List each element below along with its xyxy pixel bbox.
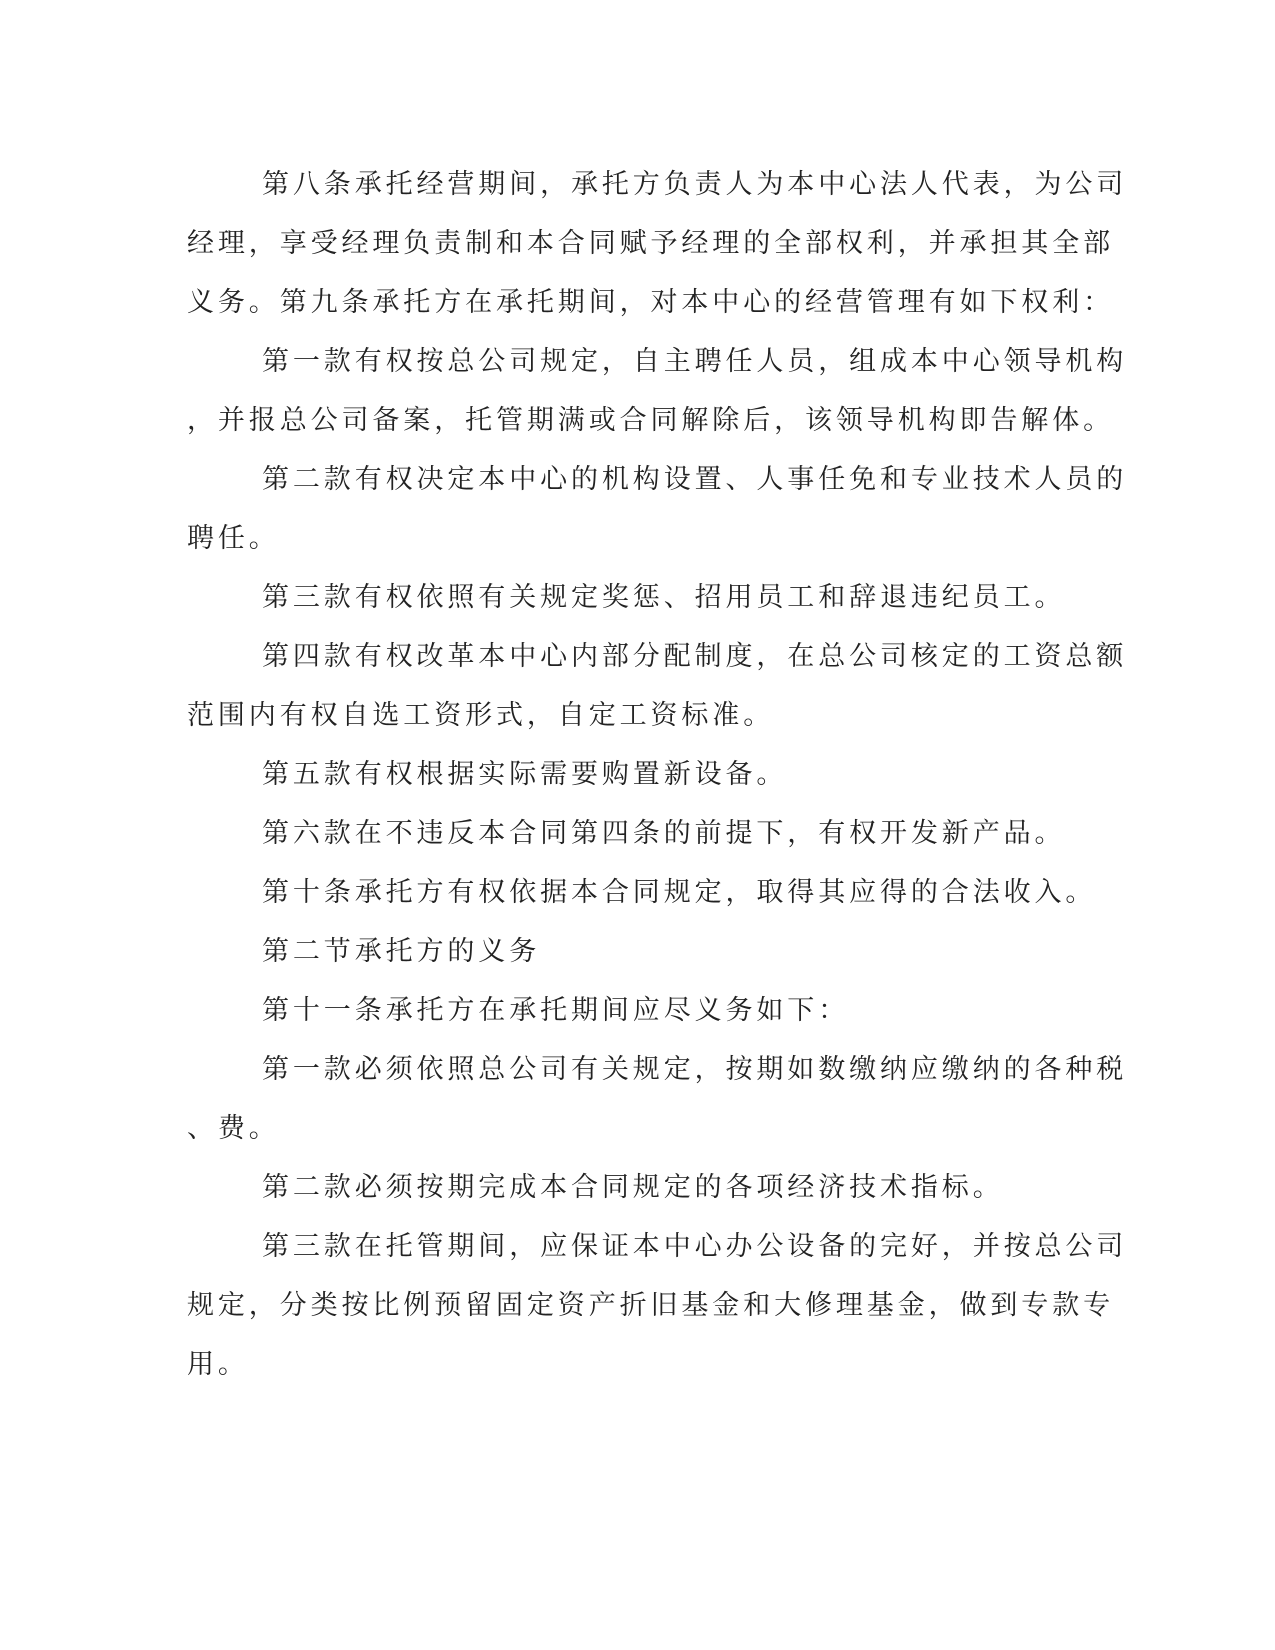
text-line: 第二款有权决定本中心的机构设置、人事任免和专业技术人员的 — [262, 464, 1128, 495]
text-line: 用。 — [187, 1349, 249, 1380]
text-line: 范围内有权自选工资形式，自定工资标准。 — [187, 700, 775, 731]
text-line: 第三款在托管期间，应保证本中心办公设备的完好，并按总公司 — [262, 1231, 1128, 1262]
text-line: 经理，享受经理负责制和本合同赋予经理的全部权利，并承担其全部 — [187, 228, 1114, 259]
text-line: 聘任。 — [187, 523, 280, 554]
text-line: 规定，分类按比例预留固定资产折旧基金和大修理基金，做到专款专 — [187, 1290, 1114, 1321]
text-line: 第八条承托经营期间，承托方负责人为本中心法人代表，为公司 — [262, 169, 1128, 200]
text-line: 第一款有权按总公司规定，自主聘任人员，组成本中心领导机构 — [262, 346, 1128, 377]
text-line: 第十条承托方有权依据本合同规定，取得其应得的合法收入。 — [262, 877, 1097, 908]
text-line: 义务。第九条承托方在承托期间，对本中心的经营管理有如下权利： — [187, 287, 1114, 318]
text-line: 第五款有权根据实际需要购置新设备。 — [262, 759, 788, 790]
text-line: 第三款有权依照有关规定奖惩、招用员工和辞退违纪员工。 — [262, 582, 1066, 613]
text-line: 第二款必须按期完成本合同规定的各项经济技术指标。 — [262, 1172, 1004, 1203]
text-line: ，并报总公司备案，托管期满或合同解除后，该领导机构即告解体。 — [187, 405, 1114, 436]
section-heading: 第二节承托方的义务 — [262, 936, 541, 967]
document-body — [187, 155, 1128, 1394]
text-line: 第六款在不违反本合同第四条的前提下，有权开发新产品。 — [262, 818, 1066, 849]
text-line: 第十一条承托方在承托期间应尽义务如下： — [262, 995, 850, 1026]
text-line: 第一款必须依照总公司有关规定，按期如数缴纳应缴纳的各种税 — [262, 1054, 1128, 1085]
text-line: 、费。 — [187, 1113, 280, 1144]
text-line: 第四款有权改革本中心内部分配制度，在总公司核定的工资总额 — [262, 641, 1128, 672]
